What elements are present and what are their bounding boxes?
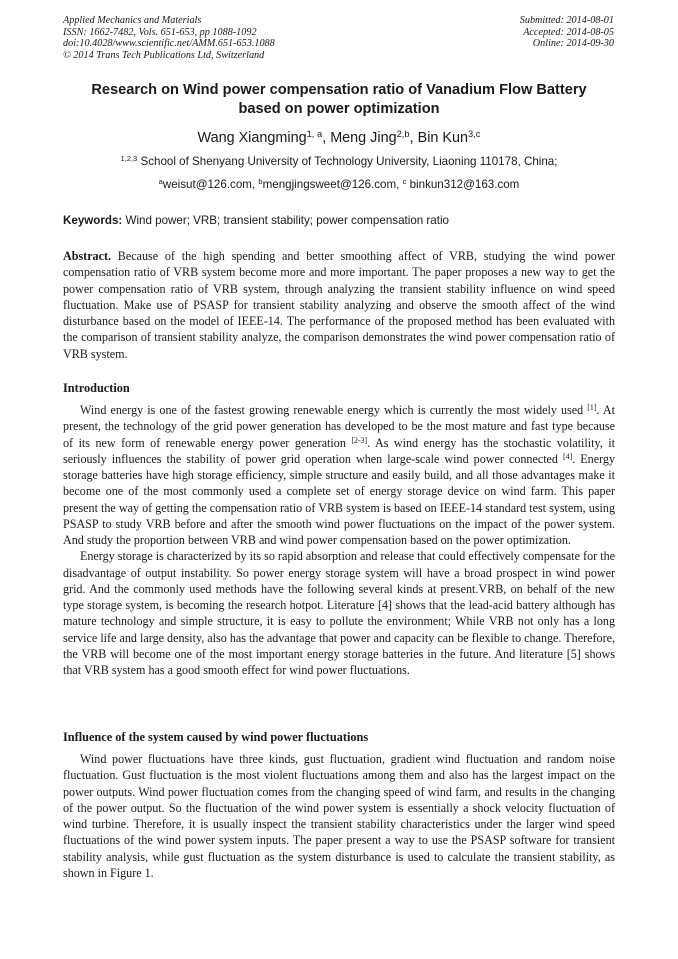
online-date: Online: 2014-09-30 bbox=[532, 38, 614, 50]
intro-p1-text: Wind energy is one of the fastest growing renewable energy which is currently the most widely used bbox=[80, 403, 588, 417]
abstract bbox=[63, 248, 615, 362]
email-c-marker: c bbox=[402, 177, 407, 187]
author-list bbox=[40, 129, 638, 147]
author-2-affil: 2,b bbox=[396, 129, 410, 140]
citation-2-3[interactable]: [2-3] bbox=[351, 435, 368, 445]
email-c[interactable]: binkun312@163.com bbox=[406, 178, 520, 191]
keywords bbox=[63, 214, 615, 228]
citation-4[interactable]: [4] bbox=[563, 451, 573, 461]
email-b[interactable]: mengjingsweet@126.com, bbox=[262, 178, 403, 191]
intro-p1-text: . Energy storage batteries have high storage efficiency, simple structure and easily build, and all those advantages make it become one of the most commonly used a complete set of energy storage device on wind farm. This paper present the way of getting the compensation ratio of VRB system is based on IEEE-14 standard test system, using PSASP to study VRB before and after the smooth wind power fluctuations on the impact of the power system. And study the proportion between VRB and wind power compensation based on the power optimization. bbox=[63, 451, 615, 547]
abstract-paragraph bbox=[63, 248, 615, 362]
author-2-name: Meng Jing bbox=[330, 130, 397, 146]
intro-paragraph-1 bbox=[63, 402, 615, 548]
author-1-name: Wang Xiangming bbox=[197, 130, 307, 146]
title-line-1: Research on Wind power compensation ratio of Vanadium Flow Battery bbox=[91, 82, 587, 98]
publication-info bbox=[63, 15, 275, 61]
keywords-label: Keywords: bbox=[63, 214, 123, 227]
intro-p1-text: . As wind energy has the stochastic volatility, it seriously influences the stability of power grid operation when large-scale wind power connected bbox=[63, 435, 616, 466]
title-line-2: based on power optimization bbox=[238, 101, 440, 117]
abstract-text: Because of the high spending and better smoothing affect of VRB, studying the wind power compensation ratio of VRB system become more and more important. The paper proposes a new way to get the power compensation ratio of VRB system, through analyzing the transient stability influence on wind speed fluctuation. Make use of PSASP for transient stability analyzing and observe the smooth affect of the wind disturbance based on the model of IEEE-14. The performance of the proposed method has been evaluated with the comparison of transient stability analyze, the comparison demonstrates the wind power compensation ratio of VRB system. bbox=[63, 249, 615, 361]
section-heading-introduction: Introduction bbox=[63, 381, 130, 395]
author-sep: , bbox=[409, 130, 418, 146]
issn-line: ISSN: 1662-7482, Vols. 651-653, pp 1088-1092 bbox=[63, 26, 257, 38]
affiliation bbox=[40, 155, 638, 169]
paper-title bbox=[40, 81, 638, 119]
journal-name: Applied Mechanics and Materials bbox=[63, 15, 202, 26]
copyright-line: © 2014 Trans Tech Publications Ltd, Switzerland bbox=[63, 49, 265, 61]
email-a[interactable]: weisut@126.com, bbox=[162, 178, 259, 191]
citation-1[interactable]: [1] bbox=[587, 403, 597, 413]
publication-dates bbox=[520, 15, 614, 50]
influence-paragraph-1: Wind power fluctuations have three kinds, gust fluctuation, gradient wind fluctuation and random noise fluctuation. Gust fluctuation is the most violent fluctuations among them and also has the largest impact on the power outputs. Wind power fluctuation comes from the changing speed of wind farm, and results in the changing of the power output. So the fluctuation of the wind power system is essentially a shock velocity fluctuation of wind turbine. Therefore, it is usually inspect the transient stability characteristics under the larger wind speed fluctuations of the wind power system inputs. The paper present a way to use the PSASP software for transient stability analysis, while gust fluctuation as the system disturbance is used to calculate the transient stability, as shown in Figure 1. bbox=[63, 752, 615, 880]
submitted-date: Submitted: 2014-08-01 bbox=[519, 15, 614, 26]
keywords-text: Wind power; VRB; transient stability; power compensation ratio bbox=[122, 214, 449, 227]
email-a-marker: a bbox=[158, 177, 163, 187]
email-list bbox=[40, 178, 638, 192]
introduction-body bbox=[63, 402, 615, 678]
abstract-label: Abstract. bbox=[63, 249, 112, 263]
intro-p1-text: . At present, the technology of the grid power generation has developed to be the most mature and fast type because of its new form of renewable energy power generation bbox=[63, 403, 615, 450]
author-3-name: Bin Kun bbox=[417, 130, 468, 146]
doi-link[interactable]: doi:10.4028/www.scientific.net/AMM.651-653.1088 bbox=[63, 38, 275, 50]
author-1-affil: 1, a bbox=[306, 129, 323, 140]
affiliation-marker: 1,2,3 bbox=[120, 154, 138, 164]
email-b-marker: b bbox=[258, 177, 263, 187]
intro-paragraph-2: Energy storage is characterized by its so rapid absorption and release that could effectively compensate for the disadvantage of output instability. So power energy storage system will have a broad prospect in wind power grid. And the commonly used methods have the following several kinds at present.VRB, on behalf of the new type storage system, is becoming the research hotpot. Literature [4] shows that the lead-acid battery although has mature technology and simple structure, it is easy to pollute the environment; While VRB not only has a long service life and large density, also has the advantage that power and capacity can be flexible to change. Therefore, the VRB will become one of the most important energy storage batteries in the future. And literature [5] shows that VRB system has a good smooth effect for wind power fluctuations. bbox=[63, 549, 615, 677]
accepted-date: Accepted: 2014-08-05 bbox=[523, 26, 614, 38]
section-heading-influence: Influence of the system caused by wind power fluctuations bbox=[63, 730, 369, 744]
author-sep: , bbox=[322, 130, 331, 146]
influence-body bbox=[63, 751, 615, 881]
author-3-affil: 3,c bbox=[468, 129, 481, 140]
affiliation-text: School of Shenyang University of Technology University, Liaoning 110178, China; bbox=[137, 155, 558, 168]
